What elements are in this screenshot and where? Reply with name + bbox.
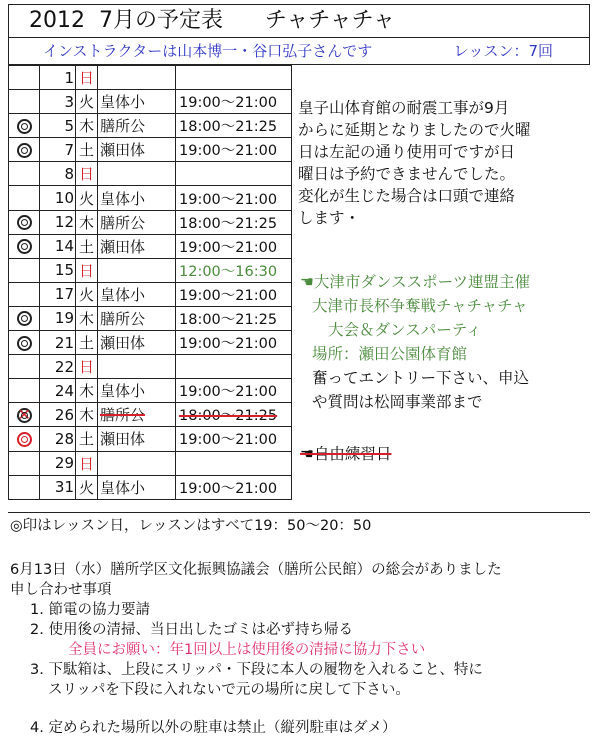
event-entry: 奮ってエントリー下さい、申込 [312, 369, 530, 387]
lesson-footnote: ◎印はレッスン日，レッスンはすべて19：50～20：50 [10, 518, 372, 534]
weekday-cell: 火 [76, 282, 98, 306]
double-circle-icon [17, 432, 32, 447]
weekday-cell: 土 [76, 138, 98, 162]
weekday-cell: 日 [76, 451, 98, 475]
weekday-cell: 木 [76, 210, 98, 234]
venue-cell: 瀬田体 [98, 427, 176, 451]
notice-line: 皇子山体育館の耐震工事が9月 [298, 99, 510, 117]
time-cell: 18:00～21:25 [176, 306, 292, 330]
cancelled-practice: ☚自由練習日 [300, 445, 392, 463]
venue-cell: 膳所公 [98, 114, 176, 138]
event-title: 大津市長杯争奪戦チャチャチャ [312, 297, 528, 315]
time-cell: 19:00～21:00 [176, 475, 292, 499]
schedule-row [9, 258, 292, 282]
table-frame-bottom [8, 512, 590, 513]
date-cell: 26 [40, 403, 76, 427]
venue-cell: 膳所公 [98, 210, 176, 234]
date-cell: 28 [40, 427, 76, 451]
time-cell: 18:00～21:25 [176, 210, 292, 234]
lesson-mark [9, 258, 40, 282]
time-cell [176, 451, 292, 475]
agreement-items [10, 600, 595, 738]
event-organizer: ☚大津市ダンススポーツ連盟主催 [300, 273, 530, 291]
venue-cell: 瀬田体 [98, 331, 176, 355]
meeting-paragraph [10, 560, 595, 600]
weekday-cell: 木 [76, 379, 98, 403]
venue-cell: 膳所公 [98, 306, 176, 330]
page-title: 2012 7月の予定表 チャチャチャ [8, 4, 590, 38]
agreement-item: 4. 定められた場所以外の駐車は禁止（縦列駐車はダメ） [30, 720, 397, 736]
agreement-item: 3. 下駄箱は、上段にスリッパ・下段に本人の履物を入れること、特に [30, 662, 483, 678]
venue-cell: 皇体小 [98, 282, 176, 306]
double-circle-icon [17, 336, 32, 351]
event-contact: や質問は松岡事業部まで [312, 393, 483, 411]
double-circle-icon [17, 311, 32, 326]
lesson-mark [9, 210, 40, 234]
date-cell: 3 [40, 90, 76, 114]
notice-line: 曜日は予約できませんでした。 [298, 165, 516, 183]
double-circle-icon [17, 119, 32, 134]
lesson-mark [9, 427, 40, 451]
double-circle-icon [17, 143, 32, 158]
lesson-mark [9, 282, 40, 306]
lesson-count: レッスン：7回 [453, 42, 553, 60]
meeting-heading: 申し合わせ事項 [10, 582, 112, 598]
venue-cell: 皇体小 [98, 475, 176, 499]
venue-cell: 瀬田体 [98, 234, 176, 258]
date-cell: 12 [40, 210, 76, 234]
schedule-row [9, 210, 292, 234]
event-announcement [300, 270, 592, 414]
date-cell: 8 [40, 162, 76, 186]
weekday-cell: 火 [76, 90, 98, 114]
time-cell: 19:00～21:00 [176, 379, 292, 403]
venue-cell: 皇体小 [98, 186, 176, 210]
schedule-row [9, 475, 292, 499]
schedule-row [9, 331, 292, 355]
weekday-cell: 木 [76, 114, 98, 138]
time-cell: 19:00～21:00 [176, 282, 292, 306]
notice-text [298, 97, 588, 229]
time-cell: 18:00～21:25 [176, 403, 292, 427]
instructors-text: インストラクターは山本博一・谷口弘子さんです [43, 42, 373, 60]
double-circle-icon [17, 239, 32, 254]
schedule-row [9, 66, 292, 90]
time-cell: 12:00～16:30 [176, 258, 292, 282]
weekday-cell: 土 [76, 427, 98, 451]
lesson-mark [9, 475, 40, 499]
lesson-mark [9, 451, 40, 475]
time-cell: 19:00～21:00 [176, 234, 292, 258]
notice-line: からに延期となりましたので火曜 [298, 121, 531, 139]
schedule-row [9, 162, 292, 186]
lesson-mark [9, 186, 40, 210]
venue-cell [98, 162, 176, 186]
agreement-item: 1. 節電の協力要請 [30, 602, 150, 618]
weekday-cell: 火 [76, 186, 98, 210]
weekday-cell: 火 [76, 475, 98, 499]
time-cell [176, 355, 292, 379]
schedule-row [9, 282, 292, 306]
schedule-row [9, 114, 292, 138]
lesson-mark [9, 331, 40, 355]
subheader [8, 38, 590, 65]
time-cell [176, 66, 292, 90]
schedule-row [9, 451, 292, 475]
date-cell: 1 [40, 66, 76, 90]
weekday-cell: 土 [76, 234, 98, 258]
date-cell: 14 [40, 234, 76, 258]
date-cell: 22 [40, 355, 76, 379]
date-cell: 17 [40, 282, 76, 306]
weekday-cell: 木 [76, 403, 98, 427]
venue-cell [98, 451, 176, 475]
lesson-mark [9, 114, 40, 138]
schedule-row [9, 306, 292, 330]
notice-line: します・ [298, 209, 361, 227]
time-cell: 19:00～21:00 [176, 427, 292, 451]
venue-cell: 皇体小 [98, 379, 176, 403]
double-circle-icon [17, 408, 32, 423]
agreement-request: 全員にお願い：年1回以上は使用後の清掃に協力下さい [68, 642, 426, 658]
schedule-row [9, 138, 292, 162]
schedule-row [9, 186, 292, 210]
schedule-row [9, 427, 292, 451]
weekday-cell: 日 [76, 258, 98, 282]
time-cell: 19:00～21:00 [176, 138, 292, 162]
date-cell: 15 [40, 258, 76, 282]
schedule-table [8, 65, 292, 500]
lesson-mark [9, 403, 40, 427]
weekday-cell: 日 [76, 66, 98, 90]
schedule-row [9, 234, 292, 258]
lesson-mark [9, 234, 40, 258]
date-cell: 7 [40, 138, 76, 162]
date-cell: 10 [40, 186, 76, 210]
lesson-mark [9, 162, 40, 186]
date-cell: 19 [40, 306, 76, 330]
weekday-cell: 木 [76, 306, 98, 330]
venue-cell: 膳所公 [98, 403, 176, 427]
event-venue: 場所：瀬田公園体育館 [312, 345, 468, 363]
lesson-mark [9, 138, 40, 162]
lesson-mark [9, 66, 40, 90]
date-cell: 21 [40, 331, 76, 355]
time-cell: 19:00～21:00 [176, 90, 292, 114]
date-cell: 29 [40, 451, 76, 475]
schedule-row [9, 379, 292, 403]
date-cell: 5 [40, 114, 76, 138]
weekday-cell: 日 [76, 162, 98, 186]
weekday-cell: 土 [76, 331, 98, 355]
weekday-cell: 日 [76, 355, 98, 379]
venue-cell [98, 355, 176, 379]
notice-line: 変化が生じた場合は口頭で連絡 [298, 187, 516, 205]
venue-cell: 皇体小 [98, 90, 176, 114]
time-cell: 19:00～21:00 [176, 186, 292, 210]
time-cell: 19:00～21:00 [176, 331, 292, 355]
time-cell [176, 162, 292, 186]
date-cell: 24 [40, 379, 76, 403]
schedule-row [9, 355, 292, 379]
schedule-row [9, 90, 292, 114]
lesson-mark [9, 379, 40, 403]
schedule-row [9, 403, 292, 427]
venue-cell [98, 258, 176, 282]
meeting-line: 6月13日（水）膳所学区文化振興協議会（膳所公民館）の総会がありました [10, 562, 502, 578]
venue-cell: 瀬田体 [98, 138, 176, 162]
event-subtitle: 大会＆ダンスパーティ [328, 321, 482, 339]
lesson-mark [9, 355, 40, 379]
time-cell: 18:00～21:25 [176, 114, 292, 138]
agreement-item: 2. 使用後の清掃、当日出したゴミは必ず持ち帰る [30, 622, 353, 638]
venue-cell [98, 66, 176, 90]
lesson-mark [9, 90, 40, 114]
lesson-mark [9, 306, 40, 330]
agreement-item-cont: スリッパを下段に入れないで元の場所に戻して下さい。 [48, 682, 410, 698]
double-circle-icon [17, 215, 32, 230]
notice-line: 日は左記の通り使用可ですが日 [298, 143, 516, 161]
date-cell: 31 [40, 475, 76, 499]
